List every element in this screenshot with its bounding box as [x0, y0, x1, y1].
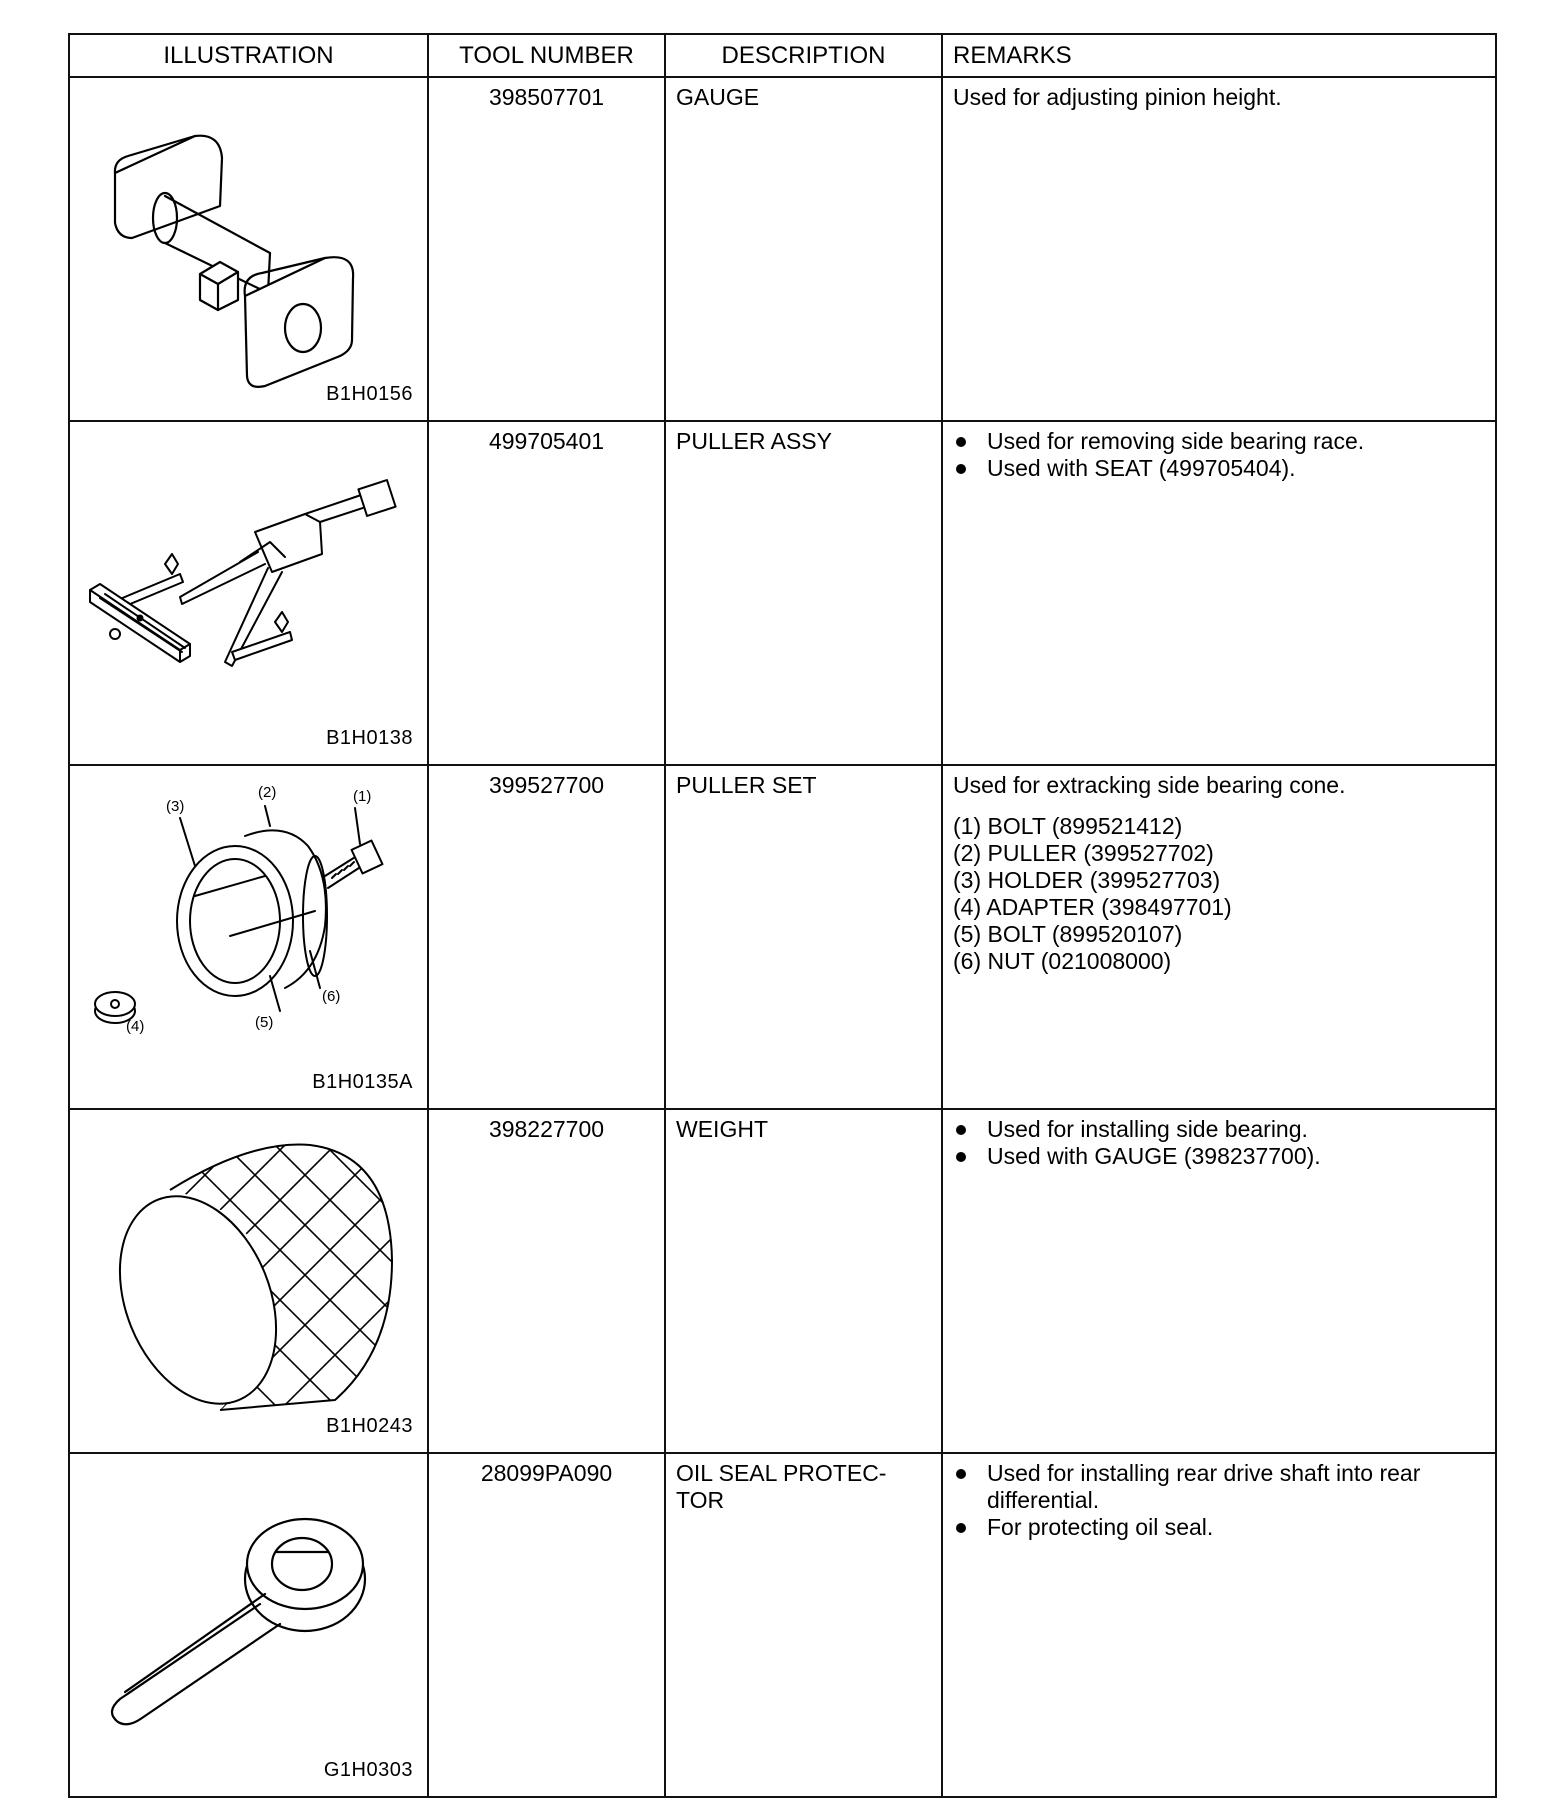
remarks — [942, 1453, 1496, 1797]
oil-seal-protector-illustration — [70, 1454, 427, 1790]
tool-number: 398227700 — [428, 1109, 665, 1453]
description-line: OIL SEAL PROTEC- — [676, 1460, 887, 1486]
remarks — [942, 765, 1496, 1109]
remarks-bullet: Used with SEAT (499705404). — [953, 455, 1485, 482]
illustration-code: B1H0138 — [326, 727, 413, 749]
remarks-bullet: Used for installing side bearing. — [953, 1116, 1485, 1143]
remarks-list — [953, 1460, 1485, 1541]
remarks-list — [953, 428, 1485, 482]
special-tools-table — [68, 33, 1497, 1798]
illustration-code: G1H0303 — [323, 1759, 413, 1781]
callout-label: (2) — [258, 784, 277, 801]
tool-number: 499705401 — [428, 421, 665, 765]
callout-label: (1) — [353, 788, 372, 805]
description-line: TOR — [676, 1487, 725, 1513]
part-item: (2) PULLER (399527702) — [953, 840, 1214, 866]
illustration-code: B1H0135A — [312, 1071, 413, 1093]
part-item: (4) ADAPTER (398497701) — [953, 894, 1232, 920]
tool-number: 399527700 — [428, 765, 665, 1109]
weight-illustration — [70, 1110, 427, 1446]
illustration-code: B1H0156 — [326, 383, 413, 405]
callout-label: (3) — [166, 798, 185, 815]
remarks-bullet: For protecting oil seal. — [953, 1514, 1485, 1541]
header-row — [69, 34, 1496, 77]
header-illustration: ILLUSTRATION — [69, 34, 428, 77]
illustration-cell — [69, 1109, 428, 1453]
illustration-cell — [69, 77, 428, 421]
header-remarks: REMARKS — [942, 34, 1496, 77]
illustration-cell — [69, 421, 428, 765]
header-description: DESCRIPTION — [665, 34, 942, 77]
remarks-bullet: Used with GAUGE (398237700). — [953, 1143, 1485, 1170]
table-row — [69, 765, 1496, 1109]
description: WEIGHT — [665, 1109, 942, 1453]
header-tool-number: TOOL NUMBER — [428, 34, 665, 77]
tool-number: 28099PA090 — [428, 1453, 665, 1797]
illustration-cell — [69, 1453, 428, 1797]
callout-label: (6) — [322, 988, 341, 1005]
description: GAUGE — [665, 77, 942, 421]
puller-assy-illustration — [70, 422, 427, 758]
illustration-cell — [69, 765, 428, 1109]
part-item: (1) BOLT (899521412) — [953, 813, 1183, 839]
parts-list — [953, 813, 1485, 975]
table-row — [69, 1453, 1496, 1797]
table-row — [69, 77, 1496, 421]
description: PULLER ASSY — [665, 421, 942, 765]
part-item: (5) BOLT (899520107) — [953, 921, 1183, 947]
part-item: (6) NUT (021008000) — [953, 948, 1172, 974]
part-item: (3) HOLDER (399527703) — [953, 867, 1221, 893]
remarks-bullet: Used for installing rear drive shaft into rear differential. — [953, 1460, 1485, 1514]
remarks — [942, 77, 1496, 421]
remarks — [942, 1109, 1496, 1453]
tool-number: 398507701 — [428, 77, 665, 421]
remarks — [942, 421, 1496, 765]
description — [665, 1453, 942, 1797]
table-row — [69, 421, 1496, 765]
puller-set-illustration — [70, 766, 427, 1102]
description: PULLER SET — [665, 765, 942, 1109]
remarks-text: Used for extracking side bearing cone. — [953, 772, 1346, 798]
callout-label: (5) — [255, 1014, 274, 1031]
illustration-code: B1H0243 — [326, 1415, 413, 1437]
remarks-text: Used for adjusting pinion height. — [953, 84, 1282, 110]
callout-label: (4) — [126, 1018, 145, 1035]
remarks-bullet: Used for removing side bearing race. — [953, 428, 1485, 455]
table-row — [69, 1109, 1496, 1453]
remarks-list — [953, 1116, 1485, 1170]
gauge-illustration — [70, 78, 427, 414]
